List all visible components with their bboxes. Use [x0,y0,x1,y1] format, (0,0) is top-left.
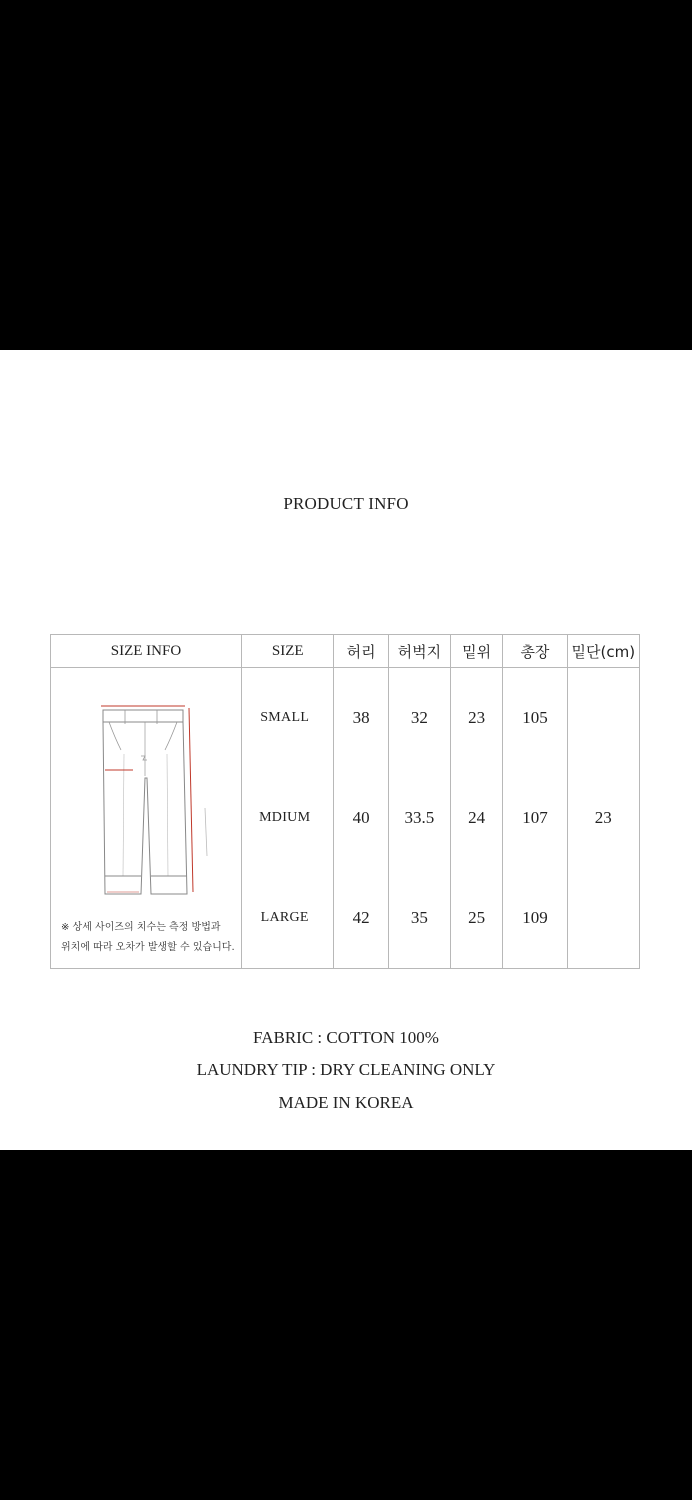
note-line-2: 위치에 따라 오차가 발생할 수 있습니다. [61,942,235,953]
header-size-info: SIZE INFO [51,635,242,668]
rise-values-cell [451,668,503,969]
pants-measurement-diagram-icon [97,698,212,898]
product-info-card [0,350,692,1150]
rise-medium: 24 [468,808,486,827]
length-medium: 107 [522,808,548,827]
table-body-row [51,668,640,969]
page-title: PRODUCT INFO [283,494,409,513]
origin-info: MADE IN KOREA [278,1093,414,1112]
measurement-note [61,918,241,958]
length-small: 105 [522,708,548,727]
size-medium: MDIUM [259,810,311,825]
size-table [50,634,640,969]
header-hem: 밑단(cm) [567,635,639,668]
size-large: LARGE [260,910,309,925]
header-size: SIZE [241,635,333,668]
header-thigh: 허벅지 [388,635,450,668]
fabric-info: FABRIC : COTTON 100% [253,1028,439,1047]
header-rise: 밑위 [451,635,503,668]
thigh-large: 35 [410,908,428,927]
size-illustration-cell [51,668,242,969]
rise-small: 23 [468,708,486,727]
laundry-tip: LAUNDRY TIP : DRY CLEANING ONLY [196,1060,496,1079]
waist-small: 38 [352,708,370,727]
waist-large: 42 [352,908,370,927]
top-black-band [0,0,692,350]
hem-value-cell [567,668,639,969]
size-names-cell [241,668,333,969]
waist-medium: 40 [352,808,370,827]
length-large: 109 [522,908,548,927]
thigh-values-cell [388,668,450,969]
thigh-small: 32 [410,708,428,727]
header-waist: 허리 [334,635,388,668]
note-line-1: ※ 상세 사이즈의 치수는 측정 방법과 [61,922,221,933]
size-small: SMALL [260,710,310,725]
thigh-medium: 33.5 [404,808,435,827]
hem-value: 23 [594,808,612,827]
rise-large: 25 [468,908,486,927]
header-length: 총장 [503,635,567,668]
length-values-cell [503,668,567,969]
bottom-black-band [0,1150,692,1500]
table-header-row [51,635,640,668]
waist-values-cell [334,668,388,969]
